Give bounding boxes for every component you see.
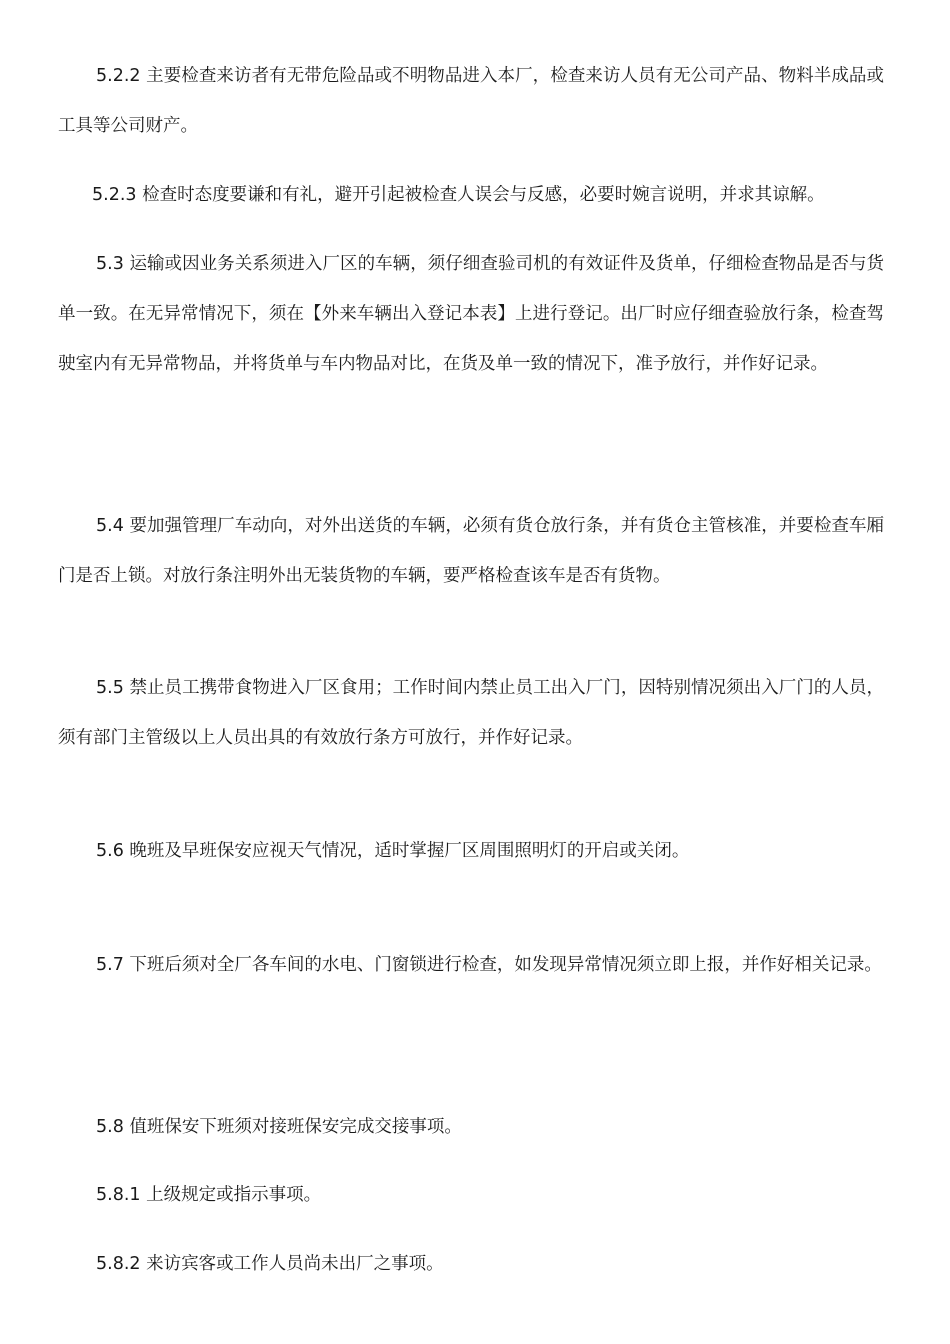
paragraph-5-2-2: 5.2.2 主要检查来访者有无带危险品或不明物品进入本厂，检查来访人员有无公司产品、物料半成品或工具等公司财产。 <box>58 66 884 136</box>
paragraph-5-3: 5.3 运输或因业务关系须进入厂区的车辆，须仔细查验司机的有效证件及货单，仔细检查物品是否与货单一致。在无异常情况下，须在【外来车辆出入登记本表】上进行登记。出厂时应仔细查验放行条，检查驾驶室内有无异常物品，并将货单与车内物品对比，在货及单一致的情况下，准予放行，并作好记录。 <box>58 254 884 374</box>
paragraph-5-8-2: 5.8.2 来访宾客或工作人员尚未出厂之事项。 <box>96 1254 444 1274</box>
paragraph-5-4: 5.4 要加强管理厂车动向，对外出送货的车辆，必须有货仓放行条，并有货仓主管核准，并要检查车厢门是否上锁。对放行条注明外出无装货物的车辆，要严格检查该车是否有货物。 <box>58 516 884 586</box>
paragraph-5-2-3: 5.2.3 检查时态度要谦和有礼，避开引起被检查人误会与反感，必要时婉言说明，并求其谅解。 <box>92 185 825 205</box>
paragraph-5-5: 5.5 禁止员工携带食物进入厂区食用；工作时间内禁止员工出入厂门，因特别情况须出入厂门的人员，须有部门主管级以上人员出具的有效放行条方可放行，并作好记录。 <box>58 678 884 748</box>
paragraph-5-8: 5.8 值班保安下班须对接班保安完成交接事项。 <box>96 1117 462 1137</box>
paragraph-5-6: 5.6 晚班及早班保安应视天气情况，适时掌握厂区周围照明灯的开启或关闭。 <box>96 841 690 861</box>
paragraph-5-8-1: 5.8.1 上级规定或指示事项。 <box>96 1185 322 1205</box>
paragraph-5-7: 5.7 下班后须对全厂各车间的水电、门窗锁进行检查，如发现异常情况须立即上报，并作好相关记录。 <box>96 955 882 975</box>
